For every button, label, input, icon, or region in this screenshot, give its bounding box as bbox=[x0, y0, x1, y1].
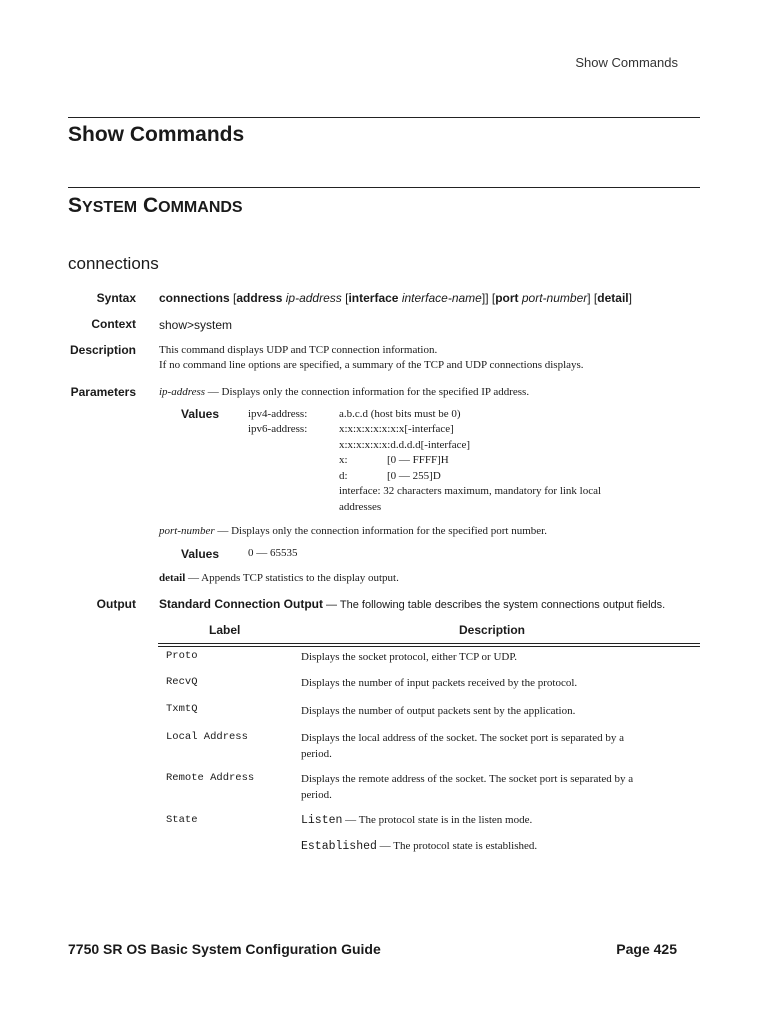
output-line: Standard Connection Output — The following table describes the system connections output fields. bbox=[159, 597, 666, 611]
table-header-label: Label bbox=[209, 623, 241, 637]
ipv6-label: ipv6-address: bbox=[248, 423, 308, 435]
syntax-label: Syntax bbox=[96, 291, 136, 305]
chapter-title: SYSTEM COMMANDS bbox=[68, 194, 243, 217]
x-value: [0 — FFFF]H bbox=[387, 454, 449, 466]
table-row-desc: Displays the number of input packets received by the protocol. bbox=[301, 677, 578, 689]
port-values: 0 — 65535 bbox=[248, 547, 298, 559]
command-name: connections bbox=[68, 254, 159, 273]
table-row-desc: Displays the socket protocol, either TCP or UDP. bbox=[301, 651, 518, 663]
table-header-rule-2 bbox=[158, 646, 700, 647]
description-line-2: If no command line options are specified, a summary of the TCP and UDP connections displays. bbox=[159, 359, 584, 371]
table-row-desc-cont: period. bbox=[301, 789, 332, 801]
param-port-number: port-number — Displays only the connection information for the specified port number. bbox=[159, 525, 547, 537]
ipv6-value-1: x:x:x:x:x:x:x:x[-interface] bbox=[339, 423, 454, 435]
interface-note-2: addresses bbox=[339, 501, 382, 513]
param-detail: detail — Appends TCP statistics to the display output. bbox=[159, 572, 399, 584]
table-row-desc: Displays the remote address of the socket. The socket port is separated by a bbox=[301, 773, 634, 785]
parameters-label: Parameters bbox=[70, 385, 136, 399]
ipv4-label: ipv4-address: bbox=[248, 408, 308, 420]
description-label: Description bbox=[69, 343, 136, 357]
values-label: Values bbox=[181, 407, 220, 421]
table-row-desc: Displays the local address of the socket. The socket port is separated by a bbox=[301, 732, 624, 744]
x-label: x: bbox=[339, 454, 348, 466]
footer-title: 7750 SR OS Basic System Configuration Guide bbox=[68, 941, 381, 957]
section-rule bbox=[68, 187, 700, 188]
header-rule bbox=[68, 117, 700, 118]
port-values-label: Values bbox=[181, 547, 220, 561]
table-header-rule-1 bbox=[158, 643, 700, 644]
state-listen: Listen — The protocol state is in the listen mode. bbox=[301, 814, 533, 827]
table-row-label: RecvQ bbox=[166, 676, 198, 688]
output-label: Output bbox=[96, 597, 136, 611]
syntax-line: connections [address ip-address [interface interface-name]] [port port-number] [detail] bbox=[159, 291, 632, 305]
table-row-desc: Displays the number of output packets sent by the application. bbox=[301, 705, 576, 717]
table-row-label: Proto bbox=[166, 650, 198, 662]
table-row-label: TxmtQ bbox=[166, 703, 198, 715]
section-title: Show Commands bbox=[68, 123, 245, 146]
table-row-label: State bbox=[166, 814, 198, 826]
context-value: show>system bbox=[159, 318, 233, 332]
description-line-1: This command displays UDP and TCP connection information. bbox=[159, 344, 438, 356]
table-row-label: Local Address bbox=[166, 731, 248, 743]
state-established: Established — The protocol state is established. bbox=[301, 840, 538, 853]
d-label: d: bbox=[339, 470, 348, 482]
interface-note-1: interface: 32 characters maximum, mandatory for link local bbox=[339, 485, 602, 497]
context-label: Context bbox=[91, 317, 136, 331]
param-ip-address: ip-address — Displays only the connection information for the specified IP address. bbox=[159, 386, 530, 398]
footer-page-number: Page 425 bbox=[616, 941, 677, 957]
table-row-label: Remote Address bbox=[166, 772, 255, 784]
ipv4-value: a.b.c.d (host bits must be 0) bbox=[339, 408, 461, 420]
d-value: [0 — 255]D bbox=[387, 470, 441, 482]
table-row-desc-cont: period. bbox=[301, 748, 332, 760]
table-header-description: Description bbox=[459, 623, 526, 637]
ipv6-value-2: x:x:x:x:x:x:d.d.d.d[-interface] bbox=[339, 439, 471, 451]
running-header: Show Commands bbox=[575, 55, 678, 70]
